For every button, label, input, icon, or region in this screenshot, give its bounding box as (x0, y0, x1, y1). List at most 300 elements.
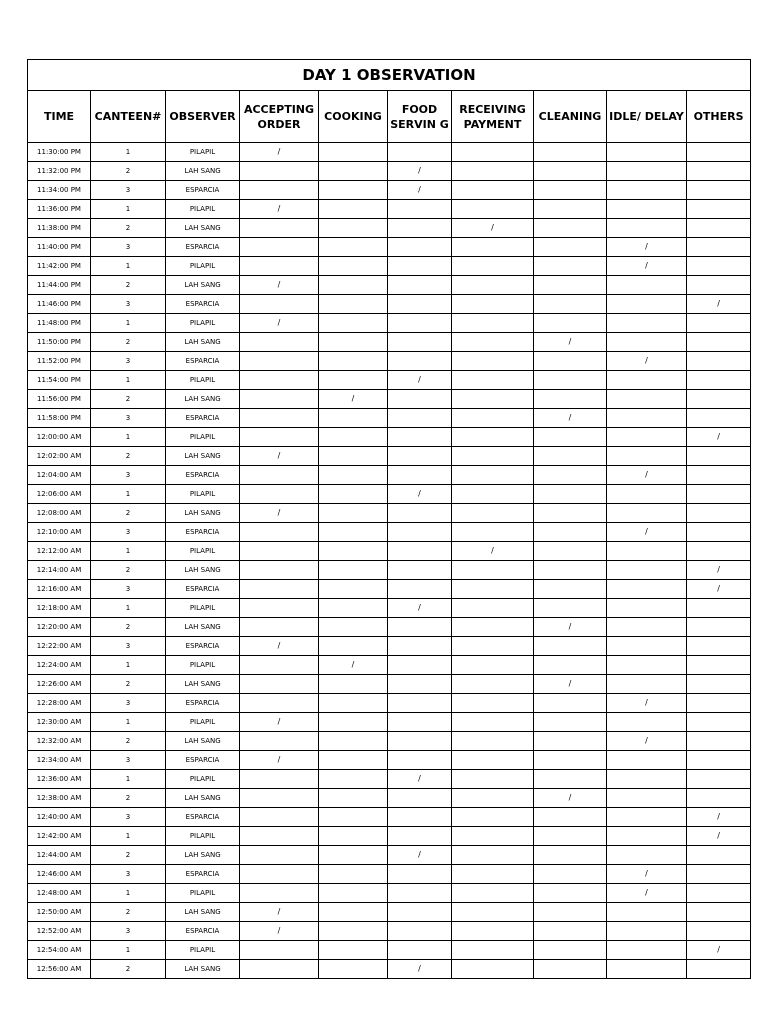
activity-cell (687, 276, 751, 295)
tally-mark: / (687, 428, 751, 447)
canteen-cell: 3 (91, 751, 166, 770)
observer-cell: ESPARCIA (166, 580, 240, 599)
activity-cell (534, 656, 607, 675)
canteen-cell: 1 (91, 656, 166, 675)
observer-cell: PILAPIL (166, 143, 240, 162)
activity-cell (607, 618, 687, 637)
tally-mark: / (240, 447, 319, 466)
observer-cell: PILAPIL (166, 713, 240, 732)
activity-cell (687, 257, 751, 276)
canteen-cell: 1 (91, 371, 166, 390)
table-row (28, 333, 751, 352)
activity-cell (607, 219, 687, 238)
time-cell: 12:28:00 AM (28, 694, 91, 713)
activity-cell (452, 789, 534, 808)
activity-cell (687, 599, 751, 618)
observer-cell: ESPARCIA (166, 238, 240, 257)
activity-cell (452, 561, 534, 580)
activity-cell (319, 447, 388, 466)
table-row (28, 694, 751, 713)
observer-cell: LAH SANG (166, 675, 240, 694)
time-cell: 12:26:00 AM (28, 675, 91, 694)
activity-cell (607, 200, 687, 219)
time-cell: 12:38:00 AM (28, 789, 91, 808)
table-row (28, 143, 751, 162)
time-cell: 12:36:00 AM (28, 770, 91, 789)
activity-cell (240, 295, 319, 314)
canteen-cell: 1 (91, 143, 166, 162)
table-row (28, 390, 751, 409)
canteen-cell: 1 (91, 485, 166, 504)
activity-cell (687, 903, 751, 922)
activity-cell (319, 694, 388, 713)
tally-mark: / (687, 295, 751, 314)
activity-cell (607, 713, 687, 732)
activity-cell (388, 561, 452, 580)
activity-cell (534, 219, 607, 238)
time-cell: 12:04:00 AM (28, 466, 91, 485)
table-row (28, 504, 751, 523)
column-header-row (28, 91, 751, 143)
activity-cell (452, 618, 534, 637)
activity-cell (240, 656, 319, 675)
activity-cell (452, 922, 534, 941)
activity-cell (319, 580, 388, 599)
activity-cell (240, 162, 319, 181)
observer-cell: PILAPIL (166, 827, 240, 846)
time-cell: 12:56:00 AM (28, 960, 91, 979)
activity-cell (452, 390, 534, 409)
activity-cell (607, 770, 687, 789)
activity-cell (452, 827, 534, 846)
table-row (28, 257, 751, 276)
activity-cell (240, 580, 319, 599)
activity-cell (607, 827, 687, 846)
time-cell: 12:44:00 AM (28, 846, 91, 865)
activity-cell (687, 656, 751, 675)
table-row (28, 352, 751, 371)
observer-cell: ESPARCIA (166, 637, 240, 656)
activity-cell (687, 618, 751, 637)
activity-cell (388, 238, 452, 257)
activity-cell (388, 409, 452, 428)
canteen-cell: 2 (91, 960, 166, 979)
activity-cell (319, 200, 388, 219)
activity-cell (607, 276, 687, 295)
observer-cell: PILAPIL (166, 542, 240, 561)
activity-cell (687, 143, 751, 162)
observer-cell: PILAPIL (166, 200, 240, 219)
activity-cell (388, 694, 452, 713)
canteen-cell: 3 (91, 409, 166, 428)
activity-cell (687, 637, 751, 656)
activity-cell (240, 694, 319, 713)
activity-cell (388, 314, 452, 333)
observer-cell: ESPARCIA (166, 409, 240, 428)
activity-cell (388, 542, 452, 561)
column-header-cleaning: CLEANING (534, 91, 607, 143)
table-row (28, 276, 751, 295)
activity-cell (319, 789, 388, 808)
tally-mark: / (607, 884, 687, 903)
activity-cell (319, 713, 388, 732)
observer-cell: PILAPIL (166, 599, 240, 618)
activity-cell (388, 675, 452, 694)
activity-cell (534, 200, 607, 219)
canteen-cell: 2 (91, 675, 166, 694)
observer-cell: PILAPIL (166, 656, 240, 675)
activity-cell (388, 637, 452, 656)
observer-cell: LAH SANG (166, 789, 240, 808)
activity-cell (452, 371, 534, 390)
activity-cell (687, 675, 751, 694)
tally-mark: / (534, 789, 607, 808)
table-row (28, 295, 751, 314)
activity-cell (687, 200, 751, 219)
tally-mark: / (240, 637, 319, 656)
time-cell: 12:40:00 AM (28, 808, 91, 827)
canteen-cell: 3 (91, 865, 166, 884)
activity-cell (240, 618, 319, 637)
activity-cell (607, 922, 687, 941)
activity-cell (452, 466, 534, 485)
activity-cell (240, 409, 319, 428)
tally-mark: / (319, 656, 388, 675)
activity-cell (319, 941, 388, 960)
activity-cell (319, 428, 388, 447)
observer-cell: LAH SANG (166, 561, 240, 580)
activity-cell (240, 542, 319, 561)
table-row (28, 637, 751, 656)
activity-cell (534, 428, 607, 447)
table-row (28, 808, 751, 827)
activity-cell (452, 352, 534, 371)
column-header-cooking: COOKING (319, 91, 388, 143)
activity-cell (687, 504, 751, 523)
activity-cell (687, 542, 751, 561)
table-row (28, 960, 751, 979)
canteen-cell: 3 (91, 238, 166, 257)
tally-mark: / (319, 390, 388, 409)
tally-mark: / (607, 238, 687, 257)
time-cell: 11:56:00 PM (28, 390, 91, 409)
column-header-food-serving: FOOD SERVIN G (388, 91, 452, 143)
activity-cell (319, 181, 388, 200)
activity-cell (534, 238, 607, 257)
tally-mark: / (687, 827, 751, 846)
activity-cell (452, 257, 534, 276)
tally-mark: / (607, 865, 687, 884)
time-cell: 11:50:00 PM (28, 333, 91, 352)
table-row (28, 922, 751, 941)
table-row (28, 865, 751, 884)
activity-cell (452, 732, 534, 751)
activity-cell (534, 637, 607, 656)
activity-cell (687, 922, 751, 941)
column-header-observer: OBSERVER (166, 91, 240, 143)
activity-cell (452, 162, 534, 181)
column-header-receiving-payment: RECEIVING PAYMENT (452, 91, 534, 143)
table-row (28, 580, 751, 599)
activity-cell (388, 884, 452, 903)
activity-cell (607, 371, 687, 390)
activity-cell (240, 466, 319, 485)
activity-cell (607, 675, 687, 694)
table-row (28, 466, 751, 485)
activity-cell (319, 371, 388, 390)
activity-cell (534, 599, 607, 618)
activity-cell (687, 181, 751, 200)
tally-mark: / (687, 580, 751, 599)
time-cell: 11:40:00 PM (28, 238, 91, 257)
time-cell: 11:52:00 PM (28, 352, 91, 371)
activity-cell (607, 941, 687, 960)
table-body (28, 143, 751, 979)
tally-mark: / (388, 485, 452, 504)
time-cell: 12:06:00 AM (28, 485, 91, 504)
observer-cell: PILAPIL (166, 485, 240, 504)
activity-cell (319, 143, 388, 162)
time-cell: 11:42:00 PM (28, 257, 91, 276)
activity-cell (534, 447, 607, 466)
canteen-cell: 1 (91, 200, 166, 219)
observer-cell: LAH SANG (166, 447, 240, 466)
time-cell: 12:14:00 AM (28, 561, 91, 580)
tally-mark: / (388, 599, 452, 618)
activity-cell (607, 808, 687, 827)
activity-cell (319, 485, 388, 504)
activity-cell (687, 884, 751, 903)
canteen-cell: 2 (91, 219, 166, 238)
activity-cell (240, 181, 319, 200)
observer-cell: PILAPIL (166, 884, 240, 903)
activity-cell (388, 903, 452, 922)
tally-mark: / (534, 333, 607, 352)
activity-cell (319, 504, 388, 523)
activity-cell (240, 485, 319, 504)
canteen-cell: 2 (91, 789, 166, 808)
canteen-cell: 3 (91, 694, 166, 713)
observer-cell: ESPARCIA (166, 865, 240, 884)
activity-cell (452, 276, 534, 295)
activity-cell (240, 333, 319, 352)
time-cell: 12:18:00 AM (28, 599, 91, 618)
time-cell: 11:34:00 PM (28, 181, 91, 200)
activity-cell (687, 865, 751, 884)
canteen-cell: 3 (91, 637, 166, 656)
activity-cell (388, 333, 452, 352)
canteen-cell: 1 (91, 827, 166, 846)
activity-cell (687, 466, 751, 485)
activity-cell (607, 428, 687, 447)
activity-cell (388, 447, 452, 466)
observer-cell: LAH SANG (166, 903, 240, 922)
activity-cell (607, 580, 687, 599)
activity-cell (388, 808, 452, 827)
table-row (28, 561, 751, 580)
activity-cell (607, 789, 687, 808)
time-cell: 12:50:00 AM (28, 903, 91, 922)
activity-cell (534, 960, 607, 979)
observer-cell: ESPARCIA (166, 352, 240, 371)
observer-cell: LAH SANG (166, 390, 240, 409)
tally-mark: / (687, 941, 751, 960)
activity-cell (534, 561, 607, 580)
time-cell: 12:54:00 AM (28, 941, 91, 960)
canteen-cell: 3 (91, 580, 166, 599)
observer-cell: PILAPIL (166, 941, 240, 960)
activity-cell (388, 922, 452, 941)
activity-cell (687, 789, 751, 808)
activity-cell (534, 846, 607, 865)
activity-cell (319, 903, 388, 922)
activity-cell (607, 903, 687, 922)
time-cell: 12:46:00 AM (28, 865, 91, 884)
table-row (28, 200, 751, 219)
column-header-time: TIME (28, 91, 91, 143)
tally-mark: / (240, 903, 319, 922)
activity-cell (452, 941, 534, 960)
observer-cell: PILAPIL (166, 371, 240, 390)
table-row (28, 884, 751, 903)
activity-cell (240, 941, 319, 960)
tally-mark: / (240, 751, 319, 770)
activity-cell (388, 827, 452, 846)
activity-cell (687, 390, 751, 409)
canteen-cell: 2 (91, 447, 166, 466)
canteen-cell: 1 (91, 314, 166, 333)
observer-cell: PILAPIL (166, 257, 240, 276)
activity-cell (452, 181, 534, 200)
activity-cell (452, 846, 534, 865)
activity-cell (319, 257, 388, 276)
canteen-cell: 1 (91, 941, 166, 960)
activity-cell (319, 827, 388, 846)
activity-cell (240, 675, 319, 694)
activity-cell (319, 732, 388, 751)
activity-cell (534, 865, 607, 884)
activity-cell (319, 162, 388, 181)
observer-cell: ESPARCIA (166, 181, 240, 200)
activity-cell (240, 257, 319, 276)
time-cell: 11:46:00 PM (28, 295, 91, 314)
activity-cell (388, 732, 452, 751)
tally-mark: / (534, 675, 607, 694)
canteen-cell: 3 (91, 523, 166, 542)
tally-mark: / (240, 143, 319, 162)
activity-cell (452, 428, 534, 447)
time-cell: 12:24:00 AM (28, 656, 91, 675)
tally-mark: / (240, 504, 319, 523)
observer-cell: ESPARCIA (166, 523, 240, 542)
observer-cell: LAH SANG (166, 504, 240, 523)
time-cell: 12:08:00 AM (28, 504, 91, 523)
activity-cell (319, 770, 388, 789)
activity-cell (607, 542, 687, 561)
activity-cell (388, 257, 452, 276)
activity-cell (388, 941, 452, 960)
activity-cell (240, 865, 319, 884)
activity-cell (240, 352, 319, 371)
activity-cell (607, 751, 687, 770)
activity-cell (687, 713, 751, 732)
activity-cell (534, 162, 607, 181)
tally-mark: / (240, 276, 319, 295)
table-row (28, 599, 751, 618)
activity-cell (240, 960, 319, 979)
tally-mark: / (534, 409, 607, 428)
activity-cell (534, 903, 607, 922)
activity-cell (534, 466, 607, 485)
activity-cell (240, 561, 319, 580)
canteen-cell: 1 (91, 884, 166, 903)
activity-cell (534, 523, 607, 542)
table-row (28, 447, 751, 466)
canteen-cell: 1 (91, 428, 166, 447)
activity-cell (319, 618, 388, 637)
tally-mark: / (607, 732, 687, 751)
canteen-cell: 2 (91, 846, 166, 865)
observer-cell: PILAPIL (166, 770, 240, 789)
activity-cell (534, 751, 607, 770)
canteen-cell: 3 (91, 181, 166, 200)
activity-cell (388, 751, 452, 770)
time-cell: 12:00:00 AM (28, 428, 91, 447)
activity-cell (607, 656, 687, 675)
activity-cell (319, 276, 388, 295)
time-cell: 12:02:00 AM (28, 447, 91, 466)
activity-cell (607, 162, 687, 181)
tally-mark: / (388, 846, 452, 865)
activity-cell (319, 219, 388, 238)
page-title: DAY 1 OBSERVATION (28, 60, 751, 91)
time-cell: 11:36:00 PM (28, 200, 91, 219)
observer-cell: ESPARCIA (166, 808, 240, 827)
table-row (28, 485, 751, 504)
activity-cell (452, 903, 534, 922)
activity-cell (607, 504, 687, 523)
observer-cell: ESPARCIA (166, 922, 240, 941)
time-cell: 11:30:00 PM (28, 143, 91, 162)
canteen-cell: 3 (91, 352, 166, 371)
activity-cell (687, 751, 751, 770)
activity-cell (388, 618, 452, 637)
canteen-cell: 3 (91, 466, 166, 485)
activity-cell (452, 485, 534, 504)
activity-cell (240, 390, 319, 409)
activity-cell (534, 485, 607, 504)
time-cell: 11:44:00 PM (28, 276, 91, 295)
time-cell: 12:20:00 AM (28, 618, 91, 637)
table-row (28, 732, 751, 751)
activity-cell (240, 770, 319, 789)
tally-mark: / (240, 922, 319, 941)
activity-cell (607, 143, 687, 162)
activity-cell (607, 599, 687, 618)
activity-cell (534, 390, 607, 409)
activity-cell (452, 333, 534, 352)
activity-cell (687, 314, 751, 333)
activity-cell (319, 542, 388, 561)
activity-cell (240, 884, 319, 903)
observer-cell: LAH SANG (166, 162, 240, 181)
activity-cell (607, 846, 687, 865)
tally-mark: / (240, 314, 319, 333)
activity-cell (607, 314, 687, 333)
table-row (28, 789, 751, 808)
observation-table (27, 59, 751, 979)
canteen-cell: 3 (91, 295, 166, 314)
